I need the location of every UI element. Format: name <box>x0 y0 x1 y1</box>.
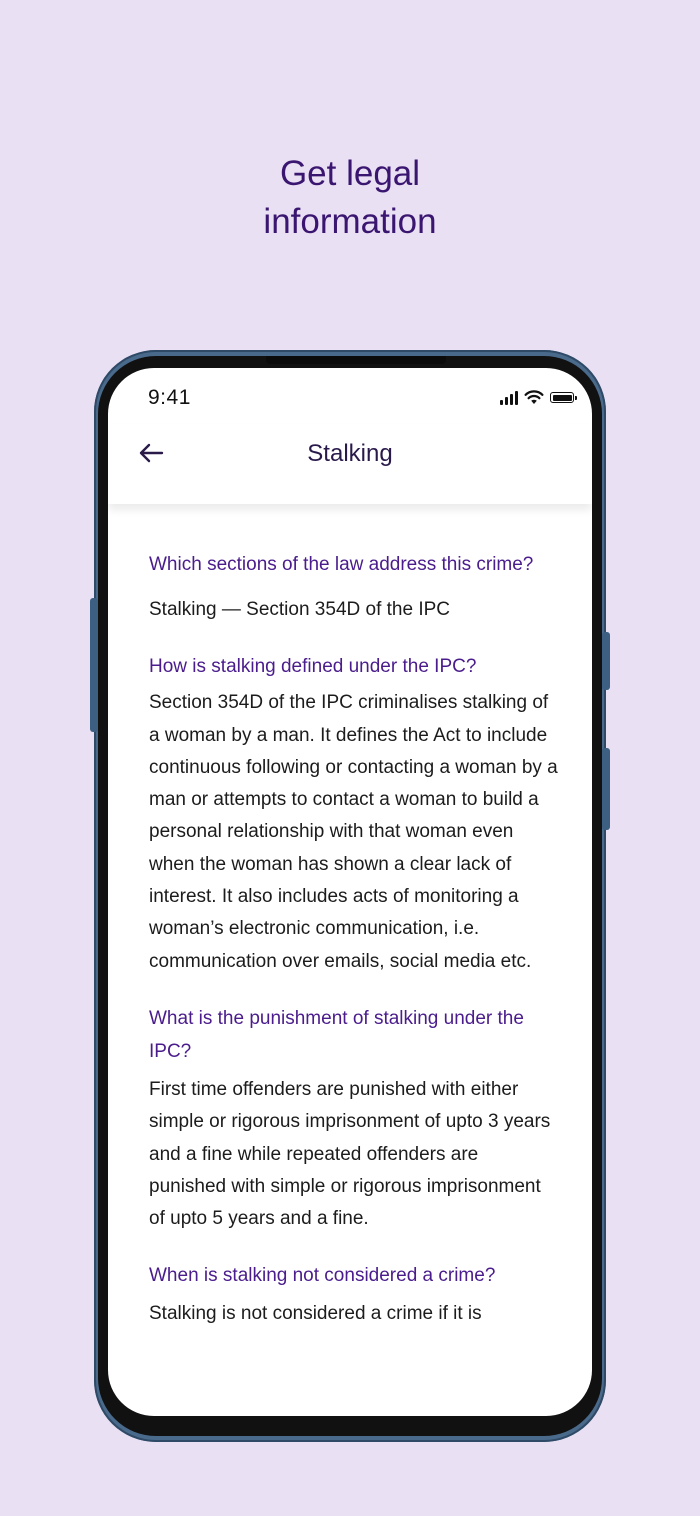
answer-text: Section 354D of the IPC criminalises stalking of a woman by a man. It defines the Act to include continuous following or contacting a woman by a man or attempts to contact a woman to build a personal relationship with that woman even when the woman has shown a clear lack of interest. It also includes acts of monitoring a woman’s electronic communication, i.e. communication over emails, social media etc. <box>149 692 558 972</box>
article-content <box>149 548 559 1331</box>
promo-headline-line1: Get legal <box>279 154 421 193</box>
app-header <box>108 424 592 504</box>
question-heading: How is stalking defined under the IPC? <box>149 656 477 678</box>
promo-headline-line2: information <box>263 202 437 241</box>
cellular-signal-icon <box>500 391 518 405</box>
wifi-icon <box>524 390 544 405</box>
promo-headline <box>0 150 700 246</box>
battery-icon <box>550 392 574 403</box>
phone-side-button-right-top <box>602 632 610 690</box>
question-heading: What is the punishment of stalking under the IPC? <box>149 1007 524 1062</box>
answer-text: Stalking — Section 354D of the IPC <box>149 599 450 620</box>
question-heading: Which sections of the law address this crime? <box>149 554 534 575</box>
phone-speaker-notch <box>266 356 446 364</box>
answer-text: First time offenders are punished with either simple or rigorous imprisonment of upto 3 years and a fine while repeated offenders are punished with simple or rigorous imprisonment of upto 5 years and a fine. <box>149 1078 551 1230</box>
phone-side-button-left <box>90 598 98 732</box>
status-icons <box>500 390 574 405</box>
phone-side-button-right-bottom <box>602 748 610 830</box>
page-title: Stalking <box>307 440 393 467</box>
phone-screen <box>108 368 592 1416</box>
status-time: 9:41 <box>148 386 191 409</box>
question-heading: When is stalking not considered a crime? <box>149 1265 496 1287</box>
answer-text: Stalking is not considered a crime if it is <box>149 1303 482 1325</box>
